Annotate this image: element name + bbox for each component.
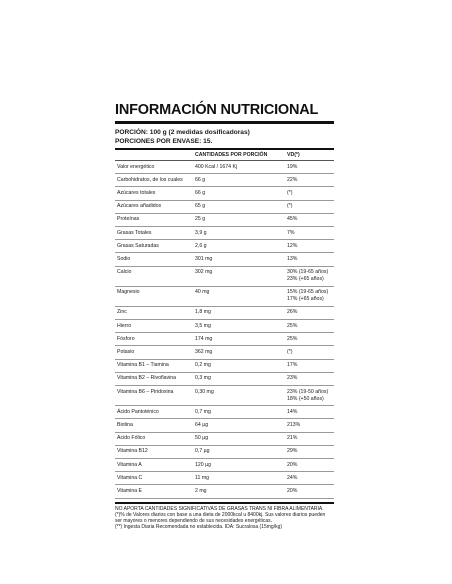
vd-value: 14% xyxy=(287,408,298,415)
vd-value: 30% (19-65 años) xyxy=(287,269,329,276)
table-row xyxy=(115,406,334,419)
nutrient-amount: 120 µg xyxy=(195,461,211,468)
nutrient-name: Fósforo xyxy=(117,335,135,342)
nutrient-amount: 302 mg xyxy=(195,269,213,276)
title-divider xyxy=(115,121,334,124)
nutrient-amount: 25 g xyxy=(195,216,206,223)
table-row xyxy=(115,174,334,187)
nutrient-name: Vitamina B1 – Tiamina xyxy=(117,362,169,369)
portion-info xyxy=(115,128,334,146)
table-row xyxy=(115,320,334,333)
table-row xyxy=(115,360,334,373)
nutrient-amount: 65 g xyxy=(195,203,206,210)
vd-value: 15% (19-65 años) xyxy=(287,289,329,296)
nutrient-amount: 301 mg xyxy=(195,255,213,262)
nutrient-name: Grasas Saturadas xyxy=(117,242,159,249)
vd-value: 25% xyxy=(287,322,298,329)
vd-value: 24% xyxy=(287,474,298,481)
nutrient-name: Azúcares totales xyxy=(117,189,156,196)
table-header xyxy=(115,150,334,161)
header-amount: CANTIDADES POR PORCIÓN xyxy=(195,152,268,158)
nutrient-vd xyxy=(287,435,334,442)
table-row xyxy=(115,459,334,472)
footnotes xyxy=(115,502,334,531)
nutrient-vd xyxy=(287,375,334,382)
footnote: (*)% de Valores diarios con base a una dieta de 2000kcal u 8400kj. Sus valores diarios pueden xyxy=(115,511,326,518)
nutrient-amount: 3,9 g xyxy=(195,229,207,236)
nutrient-amount: 3,5 mg xyxy=(195,322,211,329)
nutrient-name: Valor energético xyxy=(117,163,155,170)
nutrient-name: Zinc xyxy=(117,309,127,316)
vd-value: (*) xyxy=(287,189,293,196)
nutrient-name: Grasas Totales xyxy=(117,229,152,236)
nutrient-name: Biotina xyxy=(117,421,133,428)
nutrient-vd xyxy=(287,488,334,495)
vd-value: 23% (19-50 años) xyxy=(287,388,329,395)
table-row xyxy=(115,214,334,227)
table-row xyxy=(115,201,334,214)
nutrient-amount: 174 mg xyxy=(195,335,213,342)
nutrient-name: Carbohidratos, de los cuales xyxy=(117,176,183,183)
nutrient-amount: 66 g xyxy=(195,176,206,183)
vd-value: 45% xyxy=(287,216,298,223)
vd-value: 20% xyxy=(287,487,298,494)
vd-value: (*) xyxy=(287,349,293,356)
panel-title: INFORMACIÓN NUTRICIONAL xyxy=(115,102,319,118)
nutrient-name: Azúcares añadidos xyxy=(117,203,162,210)
nutrient-name: Sodio xyxy=(117,255,131,262)
nutrient-name: Ácido Pantoténico xyxy=(117,408,159,415)
table-row xyxy=(115,227,334,240)
nutrient-name: Vitamina C xyxy=(117,474,143,481)
footnote: NO APORTA CANTIDADES SIGNIFICATIVAS DE GRASAS TRANS NI FIBRA ALIMENTARIA. xyxy=(115,505,324,512)
table-row xyxy=(115,287,334,307)
nutrient-amount: 66 g xyxy=(195,189,206,196)
vd-value: 23% xyxy=(287,375,298,382)
nutrient-amount: 0,2 mg xyxy=(195,362,211,369)
nutrient-amount: 400 Kcal / 1674 Kj xyxy=(195,163,238,170)
nutrient-amount: 2 mg xyxy=(195,487,207,494)
vd-value: 20% xyxy=(287,461,298,468)
nutrient-vd xyxy=(287,256,334,263)
nutrient-amount: 0,7 µg xyxy=(195,448,210,455)
vd-value: 19% xyxy=(287,163,298,170)
nutrient-amount: 40 mg xyxy=(195,289,210,296)
nutrient-name: Vitamina B6 – Piridoxina xyxy=(117,388,174,395)
nutrient-vd xyxy=(287,243,334,250)
table-row xyxy=(115,346,334,359)
nutrient-vd xyxy=(287,448,334,455)
nutrient-vd xyxy=(287,323,334,330)
vd-value: 21% xyxy=(287,435,298,442)
vd-value: 13% xyxy=(287,255,298,262)
table-row xyxy=(115,161,334,174)
nutrient-vd xyxy=(287,164,334,171)
nutrient-vd xyxy=(287,289,334,303)
vd-value: 12% xyxy=(287,242,298,249)
vd-value: 25% xyxy=(287,335,298,342)
table-row xyxy=(115,485,334,498)
portion-line: PORCIÓN: 100 g (2 medidas dosificadoras) xyxy=(115,129,250,136)
nutrient-vd xyxy=(287,309,334,316)
table-row xyxy=(115,472,334,485)
nutrient-name: Vitamina B2 – Rivoflavina xyxy=(117,375,177,382)
nutrient-vd xyxy=(287,177,334,184)
nutrient-name: Hierro xyxy=(117,322,132,329)
table-row xyxy=(115,253,334,266)
nutrient-vd xyxy=(287,216,334,223)
table-row xyxy=(115,333,334,346)
table-row xyxy=(115,307,334,320)
nutrient-vd xyxy=(287,422,334,429)
nutrient-table-body xyxy=(115,161,334,499)
vd-value: 23% (+65 años) xyxy=(287,276,324,283)
vd-value: 7% xyxy=(287,229,295,236)
nutrient-vd xyxy=(287,269,334,283)
vd-value: 17% (+65 años) xyxy=(287,296,324,303)
table-row xyxy=(115,433,334,446)
nutrient-amount: 64 µg xyxy=(195,421,209,428)
nutrient-amount: 0,30 mg xyxy=(195,388,214,395)
nutrient-amount: 0,3 mg xyxy=(195,375,211,382)
servings-line: PORCIONES POR ENVASE: 15. xyxy=(115,138,213,145)
table-row xyxy=(115,240,334,253)
nutrient-vd xyxy=(287,203,334,210)
nutrient-amount: 11 mg xyxy=(195,474,210,481)
nutrient-vd xyxy=(287,389,334,403)
table-row xyxy=(115,419,334,432)
nutrient-vd xyxy=(287,336,334,343)
nutrient-amount: 1,8 mg xyxy=(195,309,211,316)
nutrient-amount: 2,6 g xyxy=(195,242,207,249)
nutrient-vd xyxy=(287,362,334,369)
nutrient-vd xyxy=(287,409,334,416)
vd-value: 213% xyxy=(287,421,301,428)
nutrient-vd xyxy=(287,190,334,197)
nutrient-vd xyxy=(287,349,334,356)
vd-value: 22% xyxy=(287,176,298,183)
nutrient-amount: 0,7 mg xyxy=(195,408,211,415)
nutrient-vd xyxy=(287,462,334,469)
nutrient-name: Magnesio xyxy=(117,289,140,296)
footnote: (**) Ingesta Diaria Recomendada no establecida. IDA: Sucralosa (15mg/kg) xyxy=(115,524,283,531)
nutrient-amount: 50 µg xyxy=(195,435,209,442)
vd-value: (*) xyxy=(287,203,293,210)
nutrient-name: Potasio xyxy=(117,349,135,356)
nutrient-amount: 362 mg xyxy=(195,349,213,356)
nutrient-name: Acido Fólico xyxy=(117,435,146,442)
table-row xyxy=(115,187,334,200)
nutrient-name: Vitamina B12 xyxy=(117,448,148,455)
nutrient-vd xyxy=(287,230,334,237)
table-row xyxy=(115,267,334,287)
table-row xyxy=(115,446,334,459)
nutrient-vd xyxy=(287,475,334,482)
nutrient-name: Vitamina A xyxy=(117,461,142,468)
footnote: ser mayores o menores dependiendo de sus necesidades energéticas. xyxy=(115,518,273,525)
nutrition-facts-panel xyxy=(115,102,334,531)
vd-value: 26% xyxy=(287,309,298,316)
table-row xyxy=(115,386,334,406)
nutrient-name: Proteínas xyxy=(117,216,140,223)
vd-value: 17% xyxy=(287,362,298,369)
nutrient-name: Calcio xyxy=(117,269,132,276)
vd-value: 29% xyxy=(287,448,298,455)
header-vd: VD(*) xyxy=(287,152,300,158)
nutrient-name: Vitamina E xyxy=(117,487,142,494)
vd-value: 18% (+50 años) xyxy=(287,395,324,402)
table-row xyxy=(115,373,334,386)
